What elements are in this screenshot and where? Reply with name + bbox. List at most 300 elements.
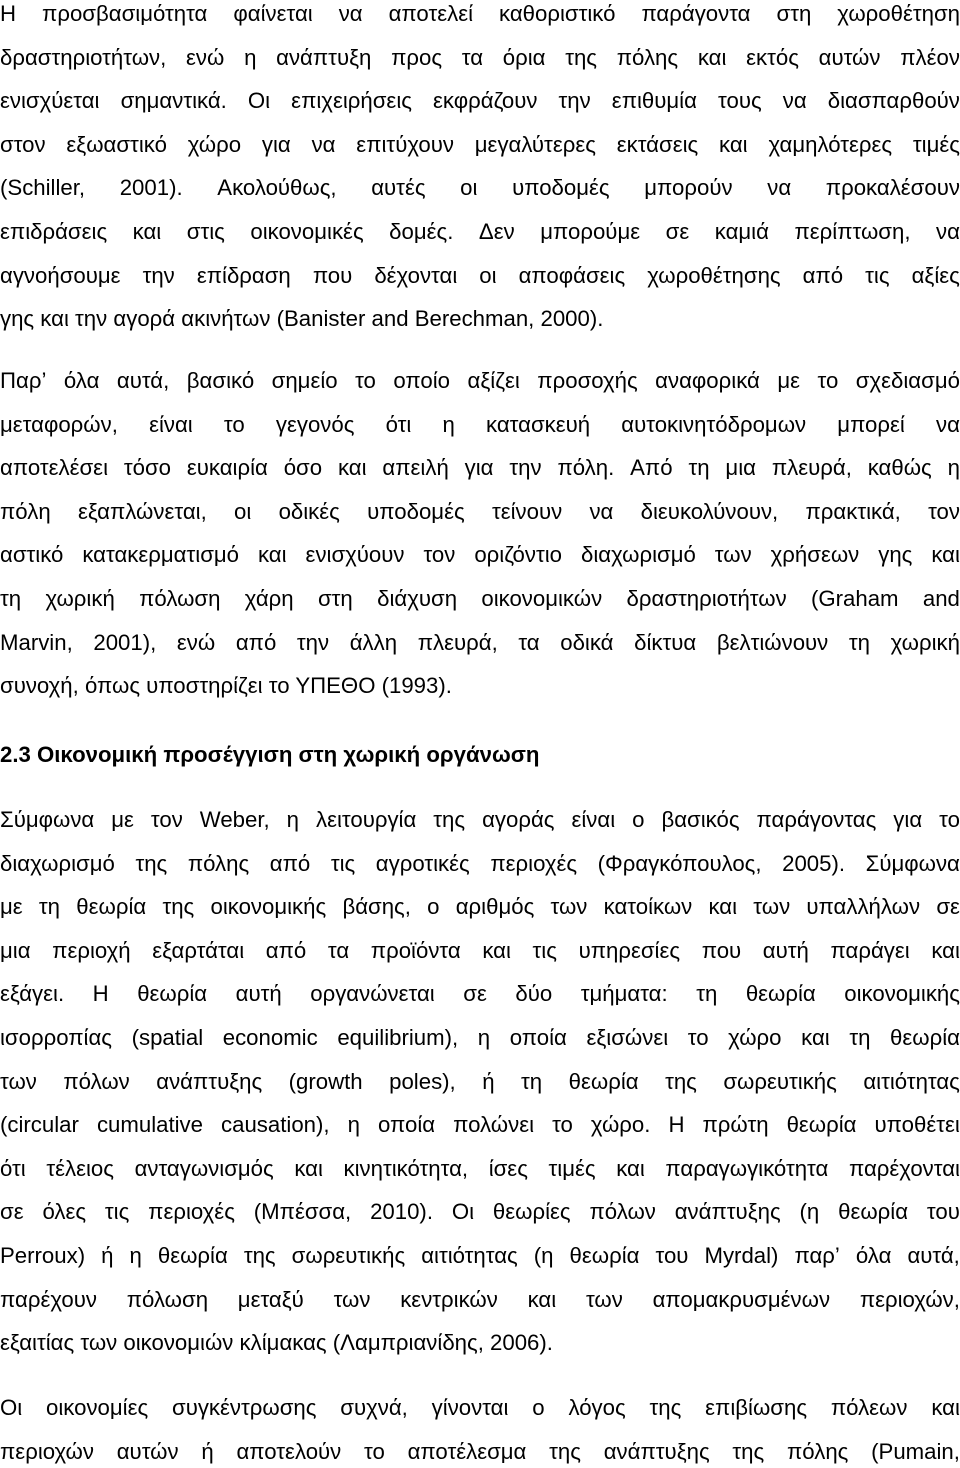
word: κατοίκων (603, 894, 693, 920)
word: και (132, 219, 162, 244)
word: αποτελεί (388, 1, 474, 26)
word: τις (532, 937, 557, 963)
word: απομακρυσμένων (652, 1286, 831, 1312)
text-line-last: συνοχή, όπως υποστηρίζει το ΥΠΕΘΟ (1993). (0, 673, 452, 699)
word: οικονομικές (250, 219, 364, 244)
word: κεντρικών (400, 1286, 498, 1312)
word: ενώ (176, 629, 216, 655)
text-line (0, 540, 960, 570)
word: ενισχύουν (305, 542, 405, 568)
word: σε (936, 894, 960, 920)
word: αυτοκινητόδρομων (621, 411, 807, 437)
word: εξαρτάται (152, 937, 245, 963)
word: θεωρία (890, 1025, 960, 1050)
word: αναφορικά (655, 368, 760, 393)
word: τη (521, 1068, 543, 1094)
word: με (777, 368, 801, 393)
word: μια (725, 455, 756, 481)
word: οριζόντιο (474, 542, 562, 568)
word: και (719, 131, 748, 157)
text-line (0, 1285, 960, 1315)
word: equilibrium), (337, 1025, 459, 1050)
word: χαμηλότερες (768, 131, 893, 157)
text-line (0, 1241, 960, 1271)
word: εξαπλώνεται, (77, 498, 207, 524)
text-line (0, 1154, 960, 1184)
word: Δεν (478, 219, 515, 244)
word: (η (533, 1243, 554, 1268)
word: προσοχής (537, 368, 638, 393)
word: γίνονται (431, 1395, 509, 1420)
word: Οι (451, 1199, 475, 1225)
text-line (0, 410, 960, 440)
text-line (0, 1437, 960, 1467)
word: Perroux) (0, 1243, 86, 1268)
word: οικονομικής (844, 981, 960, 1007)
word: πρώτη (702, 1112, 769, 1138)
word: προσβασιμότητα (42, 1, 208, 26)
word: θεωρία (838, 1199, 909, 1225)
word: πόλων (63, 1068, 130, 1094)
word: ανταγωνισμός (134, 1155, 274, 1181)
word: τους (718, 88, 762, 114)
word: αιτιότητας (863, 1068, 960, 1094)
word: (spatial (131, 1025, 204, 1050)
word: Η (0, 1, 17, 26)
word: των (585, 1286, 623, 1312)
word: χωροθέτηση (837, 1, 960, 26)
text-line (0, 86, 960, 116)
word: τόσο (123, 455, 172, 481)
word: (Φραγκόπουλος, (597, 850, 762, 876)
word: που (312, 262, 353, 288)
word: 2001). (119, 175, 183, 201)
word: οργανώνεται (310, 981, 435, 1007)
word: (Schiller, (0, 175, 86, 201)
word: οποία (377, 1112, 436, 1138)
word: που (701, 937, 742, 963)
word: θεωρία (786, 1112, 857, 1138)
word: βάσης, (342, 894, 411, 920)
word: Ακολούθως, (217, 175, 337, 201)
word: ο (532, 1395, 545, 1420)
word: πολώνει (453, 1112, 535, 1138)
word: εξισώνει (586, 1025, 669, 1050)
word: εκτάσεις (616, 131, 699, 157)
word: το (817, 368, 839, 393)
word: τον (928, 498, 960, 524)
word: και (708, 894, 738, 920)
word: αγροτικές (375, 850, 470, 876)
word: αποτέλεσμα (407, 1438, 527, 1464)
word: της (243, 1243, 276, 1268)
text-line (0, 261, 960, 291)
word: and (922, 586, 960, 611)
word: οδικά (560, 629, 614, 655)
word: οποία (509, 1025, 567, 1050)
word: αυτών (818, 44, 881, 70)
word: στον (0, 131, 46, 157)
word: σωρευτικής (291, 1243, 406, 1268)
word: χρήσεων (770, 542, 860, 568)
word: βελτιώνουν (716, 629, 829, 655)
word: εκτός (746, 44, 799, 70)
word: εξωαστικό (66, 131, 167, 157)
word: πόλων (589, 1199, 656, 1225)
word: Από (630, 455, 673, 481)
word: και (931, 542, 960, 568)
word: υποδομές (512, 175, 610, 201)
word: αυτές (371, 175, 426, 201)
word: μεγαλύτερες (474, 131, 596, 157)
word: παρ’ (794, 1243, 840, 1268)
text-line (0, 1393, 960, 1423)
word: Σύμφωνα (0, 807, 95, 832)
word: και (294, 1155, 323, 1181)
word: χώρο. (590, 1112, 651, 1138)
word: χωρική (890, 629, 960, 655)
text-line (0, 43, 960, 73)
word: (Μπέσσα, (253, 1199, 352, 1225)
word: οι (479, 262, 497, 288)
word: πλευρά, (771, 455, 852, 481)
word: Σύμφωνα (865, 850, 960, 876)
word: μπορούν (644, 175, 733, 201)
word: ισορροπίας (0, 1025, 112, 1050)
word: των (714, 542, 752, 568)
word: σωρευτικής (723, 1068, 837, 1094)
word: είναι (571, 807, 616, 832)
word: άλλη (349, 629, 398, 655)
text-line (0, 453, 960, 483)
word: του (926, 1199, 960, 1225)
word: πόλωση (126, 1286, 209, 1312)
word: δέχονται (374, 262, 458, 288)
word: η (244, 44, 257, 70)
word: και (697, 44, 727, 70)
word: πόλης (787, 1438, 849, 1464)
word: παράγει (830, 937, 910, 963)
word: θεωρίες (492, 1199, 571, 1225)
word: θεωρία (568, 1068, 639, 1094)
word: γεγονός (275, 411, 355, 437)
word: χάρη (244, 586, 294, 611)
word: διευκολύνουν, (640, 498, 779, 524)
word: πόλης (187, 850, 250, 876)
text-line (0, 584, 960, 614)
word: ανάπτυξης (156, 1068, 263, 1094)
word: διαχωρισμό (580, 542, 696, 568)
word: απειλή (382, 455, 449, 481)
word: περιοχή (52, 937, 131, 963)
word: το (364, 1438, 385, 1464)
text-line (0, 805, 960, 835)
word: αυτών (116, 1438, 179, 1464)
word: το (687, 1025, 709, 1050)
word: την (558, 88, 591, 114)
word: επιθυμία (611, 88, 697, 114)
word: τη (696, 981, 718, 1007)
word: τιμές (548, 1155, 596, 1181)
word: και (801, 1025, 830, 1050)
word: και (931, 937, 960, 963)
word: όρια (502, 44, 546, 70)
word: προς (391, 44, 443, 70)
word: θεωρία (745, 981, 816, 1007)
word: η (347, 1112, 360, 1138)
word: αξίες (911, 262, 960, 288)
word: αυτά, (116, 368, 170, 393)
word: θεωρία (137, 981, 208, 1007)
word: υποθέτει (874, 1112, 960, 1138)
word: όσο (283, 455, 323, 481)
word: περίπτωση, (794, 219, 911, 244)
text-line (0, 0, 960, 29)
word: δομές. (389, 219, 454, 244)
word: να (782, 88, 807, 114)
word: επιδράσεις (0, 219, 108, 244)
word: η (442, 411, 455, 437)
word: μπορεί (837, 411, 905, 437)
word: και (337, 455, 367, 481)
word: οι (234, 498, 252, 524)
word: παράγοντα (641, 1, 751, 26)
word: πόλη (0, 498, 51, 524)
word: Marvin, (0, 629, 73, 655)
word: η (947, 455, 960, 481)
word: επιχειρήσεις (291, 88, 412, 114)
word: στη (317, 586, 353, 611)
text-line (0, 1197, 960, 1227)
word: μπορούμε (540, 219, 641, 244)
word: από (235, 629, 277, 655)
word: Myrdal) (704, 1243, 779, 1268)
word: χώρο (187, 131, 242, 157)
word: της (665, 1068, 697, 1094)
word: συγκέντρωσης (172, 1395, 317, 1420)
word: και (616, 1155, 645, 1181)
word: παράγοντας (756, 807, 877, 832)
word: θεωρία (569, 1243, 640, 1268)
word: τη (848, 629, 870, 655)
word: και (931, 1395, 960, 1420)
word: τέλειος (46, 1155, 114, 1181)
word: οι (460, 175, 478, 201)
word: (Graham (811, 586, 899, 611)
word: αποτελούν (236, 1438, 342, 1464)
word: poles), (389, 1068, 456, 1094)
word: και (482, 937, 511, 963)
word: (Pumain, (871, 1438, 960, 1464)
word: ή (101, 1243, 114, 1268)
word: τις (330, 850, 356, 876)
word: αυτή (762, 937, 809, 963)
word: οικονομίες (46, 1395, 149, 1420)
word: λειτουργία (316, 807, 417, 832)
text-line (0, 849, 960, 879)
word: καθώς (867, 455, 932, 481)
word: την (142, 262, 175, 288)
word: ανάπτυξης (674, 1199, 781, 1225)
word: αποφάσεις (518, 262, 626, 288)
word: τις (865, 262, 890, 288)
word: και (527, 1286, 557, 1312)
word: η (286, 807, 300, 832)
word: υπηρεσίες (578, 937, 681, 963)
text-line (0, 217, 960, 247)
word: οικονομικής (210, 894, 327, 920)
word: τμήματα: (580, 981, 668, 1007)
word: το (355, 368, 376, 393)
word: υποδομές (367, 498, 465, 524)
word: στις (186, 219, 225, 244)
word: Η (92, 981, 109, 1007)
word: πόλη. (557, 455, 615, 481)
word: θεωρία (157, 1243, 228, 1268)
word: αυτά, (907, 1243, 960, 1268)
word: μεταφορών, (0, 411, 118, 437)
text-line (0, 130, 960, 160)
word: πόλεων (830, 1395, 908, 1420)
word: από (269, 850, 311, 876)
word: το (552, 1112, 573, 1138)
word: και (257, 542, 287, 568)
word: για (261, 131, 291, 157)
word: εκφράζουν (433, 88, 538, 114)
word: οικονομικών (481, 586, 603, 611)
word: αποτελέσει (0, 455, 109, 481)
word: περιοχών (0, 1438, 94, 1464)
word: ότι (0, 1155, 26, 1181)
word: πρακτικά, (805, 498, 901, 524)
word: πλέον (900, 44, 960, 70)
word: να (936, 219, 960, 244)
word: causation), (221, 1112, 330, 1138)
word: τα (518, 629, 540, 655)
word: ίσες (488, 1155, 528, 1181)
text-line (0, 1067, 960, 1097)
text-line (0, 173, 960, 203)
word: το (223, 411, 245, 437)
word: μια (0, 937, 31, 963)
word: προκαλέσουν (825, 175, 960, 201)
word: διασπαρθούν (827, 88, 960, 114)
word: σε (0, 1199, 24, 1225)
word: cumulative (96, 1112, 203, 1138)
word: σε (665, 219, 690, 244)
word: (circular (0, 1112, 79, 1138)
word: προϊόντα (370, 937, 461, 963)
word: αιτιότητας (421, 1243, 518, 1268)
word: επίδραση (196, 262, 291, 288)
word: θεωρία (76, 894, 147, 920)
word: γης (878, 542, 913, 568)
word: Παρ’ (0, 368, 47, 393)
word: καμιά (714, 219, 769, 244)
word: ο (632, 807, 645, 832)
word: Weber, (199, 807, 270, 832)
text-line (0, 628, 960, 658)
text-line (0, 366, 960, 396)
text-line (0, 892, 960, 922)
word: σε (463, 981, 487, 1007)
word: στη (776, 1, 812, 26)
word: από (265, 937, 307, 963)
word: σημαντικά. (120, 88, 227, 114)
text-line-last: εξαιτίας των οικονομιών κλίμακας (Λαμπριανίδης, 2006). (0, 1330, 553, 1356)
word: 2005). (782, 850, 846, 876)
word: τη (0, 586, 22, 611)
word: καθοριστικό (499, 1, 616, 26)
word: μεταξύ (237, 1286, 304, 1312)
word: να (767, 175, 792, 201)
word: το (939, 807, 960, 832)
word: την (509, 455, 542, 481)
word: παρέχονται (848, 1155, 960, 1181)
word: χώρο (728, 1025, 782, 1050)
word: όλες (42, 1199, 87, 1225)
word: της (433, 807, 466, 832)
word: παραγωγικότητα (665, 1155, 829, 1181)
word: για (893, 807, 923, 832)
word: περιοχές (490, 850, 578, 876)
word: κινητικότητα, (343, 1155, 469, 1181)
word: κατασκευή (486, 411, 591, 437)
word: της (162, 894, 195, 920)
word: η (129, 1243, 142, 1268)
word: τείνουν (491, 498, 563, 524)
word: ότι (385, 411, 412, 437)
word: περιοχές (148, 1199, 235, 1225)
word: να (311, 131, 336, 157)
word: της (649, 1395, 682, 1420)
word: της (135, 850, 168, 876)
word: ανάπτυξης (603, 1438, 710, 1464)
word: τον (150, 807, 183, 832)
text-line (0, 497, 960, 527)
word: για (464, 455, 494, 481)
word: Η (668, 1112, 685, 1138)
word: δραστηριοτήτων, (0, 44, 167, 70)
word: των (0, 1068, 37, 1094)
word: φαίνεται (233, 1, 313, 26)
word: οποίο (393, 368, 451, 393)
word: των (333, 1286, 371, 1312)
word: την (296, 629, 330, 655)
word: τη (849, 1025, 871, 1050)
word: ενισχύεται (0, 88, 100, 114)
word: βασικός (661, 807, 740, 832)
word: 2001), (93, 629, 157, 655)
word: ή (482, 1068, 495, 1094)
word: Οι (0, 1395, 23, 1420)
text-line (0, 979, 960, 1009)
word: τη (38, 894, 61, 920)
word: ευκαιρία (186, 455, 268, 481)
word: είναι (149, 411, 193, 437)
section-heading: 2.3 Οικονομική προσέγγιση στη χωρική οργάνωση (0, 742, 540, 767)
word: ο (427, 894, 440, 920)
word: πόλωση (139, 586, 221, 611)
word: συχνά, (340, 1395, 408, 1420)
word: επιβίωσης (705, 1395, 808, 1420)
word: κατακερματισμό (82, 542, 240, 568)
word: αξίζει (467, 368, 520, 393)
word: Οι (247, 88, 271, 114)
word: economic (222, 1025, 318, 1050)
word: σχεδιασμό (855, 368, 960, 393)
word: οδικές (278, 498, 340, 524)
